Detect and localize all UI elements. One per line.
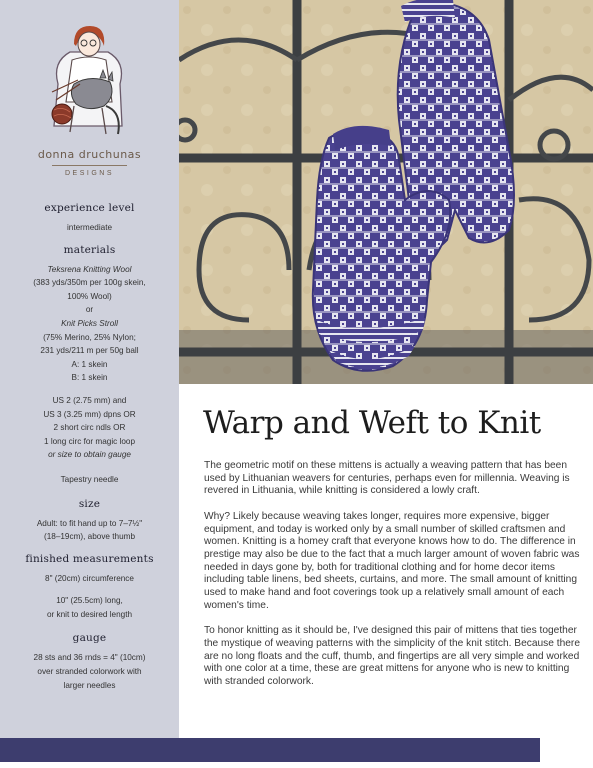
yarn-1-detail: 100% Wool) — [67, 291, 112, 301]
finished-length: 10" (25.5cm) long, — [56, 596, 123, 606]
body-paragraph: To honor knitting as it should be, I've designed this pair of mittens that ties together the mystique of weaving patterns with the simplicity of the knit stitch. Because there are no long floats and the cuff, thumb, and fingertips are all very simple and worked with one color at a time, these are great mittens for anyone who is new to knitting with stranded colorwork. — [204, 625, 580, 687]
yarn-1-detail: (383 yds/350m per 100g skein, — [33, 278, 146, 288]
needles-line: 1 long circ for magic loop — [43, 436, 135, 446]
experience-heading: experience level — [44, 202, 135, 214]
yarn-2-name: Knit Picks Stroll — [61, 318, 118, 328]
knitter-illustration-icon — [30, 22, 150, 146]
yarn-2-detail: 231 yds/211 m per 50g ball — [40, 346, 139, 356]
intro-paragraph: The geometric motif on these mittens is actually a weaving pattern that has been used by Lithuanian weavers for centuries, perhaps even for millennia. Weaving is revered in Lithuania, while knitting is considered a lowly craft. — [204, 460, 570, 497]
needles-line: 2 short circ ndls OR — [53, 423, 126, 433]
needles-gauge-note: or size to obtain gauge — [48, 450, 131, 460]
gauge-heading: gauge — [72, 632, 107, 645]
finished-length: or knit to desired length — [46, 609, 133, 619]
gauge-line: larger needles — [63, 680, 116, 690]
size-line: Adult: to fit hand up to 7–7½" — [36, 518, 143, 528]
finished-circumference: 8" (20cm) circumference — [45, 573, 134, 583]
finished-heading: finished measurements — [25, 552, 154, 565]
mittens-on-gate-photo-icon — [179, 0, 593, 384]
body-text — [204, 460, 582, 701]
mittens-photo — [179, 0, 593, 384]
brand-divider — [52, 165, 127, 166]
materials-heading: materials — [63, 243, 116, 256]
yarn-2-detail: (75% Merino, 25% Nylon; — [43, 332, 136, 342]
size-heading: size — [78, 497, 101, 510]
sidebar — [0, 0, 179, 738]
pattern-specs — [0, 202, 179, 692]
brand-name: donna druchunas — [37, 148, 142, 161]
needles-line: US 3 (3.25 mm) dpns OR — [43, 409, 136, 419]
size-line: (18–19cm), above thumb — [43, 532, 136, 542]
pattern-title: Warp and Weft to Knit — [203, 405, 541, 441]
yarn-1-name: Teksrena Knitting Wool — [47, 264, 132, 274]
body-paragraph: Why? Likely because weaving takes longer, requires more expensive, bigger equipment, and today is worked only by a small number of skilled craftsmen and women. Knitting is a homey craft that everyone knows how to do. The difference in prestige may also be due to the fact that a much larger amount of woven fabric was needed in days gone by, both for traditional clothing and for home decor items including table linens, bed sheets, curtains, and more. The small amount of knitting used to make hand and foot coverings took up a relatively small amount of each women's time. — [204, 510, 580, 611]
needles-line: US 2 (2.75 mm) and — [52, 395, 127, 405]
brand-subtitle: DESIGNS — [64, 170, 114, 177]
yarn-2-detail: B: 1 skein — [71, 373, 108, 383]
footer-bar — [0, 738, 540, 762]
gauge-line: 28 sts and 36 rnds = 4" (10cm) — [33, 653, 146, 663]
gauge-line: over stranded colorwork with — [37, 667, 142, 677]
experience-value: intermediate — [66, 223, 113, 232]
materials-or: or — [85, 305, 94, 315]
brand-logo — [0, 0, 179, 190]
notions: Tapestry needle — [60, 474, 119, 484]
yarn-2-detail: A: 1 skein — [71, 359, 108, 369]
